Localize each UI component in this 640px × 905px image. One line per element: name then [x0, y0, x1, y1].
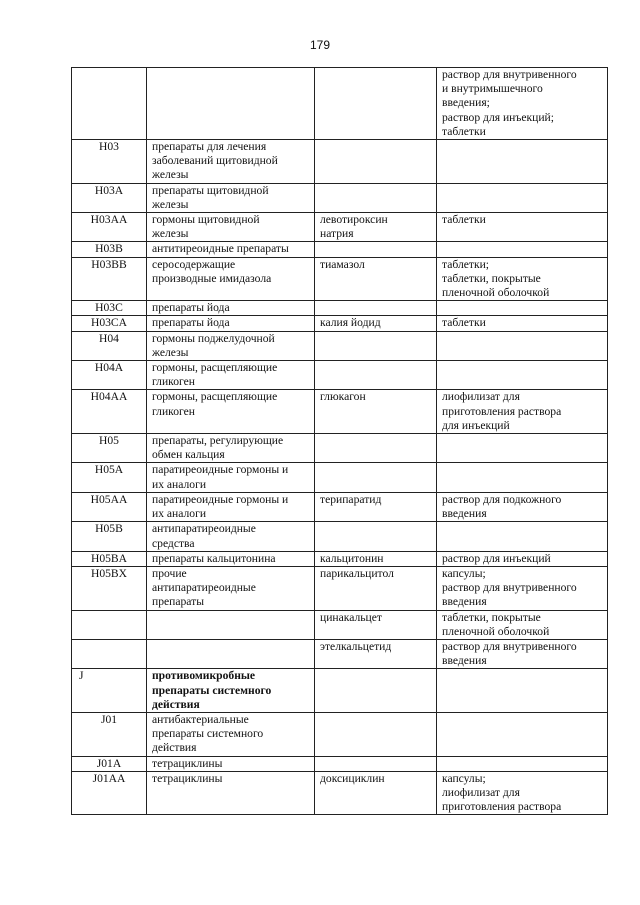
dosage-form-line: введения: [442, 654, 487, 668]
dosage-form-cell: [437, 463, 608, 492]
atc-code-cell: [72, 669, 147, 713]
atc-code-cell: [72, 140, 147, 184]
substance-name-cell: [315, 669, 437, 713]
group-name-line: препараты йода: [152, 301, 230, 315]
substance-name-line: терипаратид: [320, 492, 382, 506]
substance-name-line: левотироксин: [320, 213, 388, 227]
group-name-cell: [147, 213, 315, 242]
atc-code-cell: [72, 463, 147, 492]
dosage-form-cell: [437, 610, 608, 639]
dosage-form-cell: [437, 316, 608, 331]
group-name-cell: [147, 434, 315, 463]
dosage-form-cell: [437, 669, 608, 713]
substance-name-cell: [315, 712, 437, 756]
table-row: [72, 331, 608, 360]
atc-code: H03C: [95, 301, 123, 315]
substance-name-cell: [315, 316, 437, 331]
group-name-line: их аналоги: [152, 507, 207, 521]
group-name-cell: [147, 331, 315, 360]
group-name-cell: [147, 639, 315, 668]
group-name-line: препараты системного: [152, 727, 264, 741]
substance-name-cell: [315, 183, 437, 212]
group-name-line: гормоны щитовидной: [152, 213, 260, 227]
group-name-line: железы: [152, 345, 189, 359]
substance-name-line: доксициклин: [320, 771, 385, 785]
group-name-cell: [147, 610, 315, 639]
atc-code-cell: [72, 756, 147, 771]
atc-code-cell: [72, 331, 147, 360]
group-name-cell: [147, 522, 315, 551]
group-name-line: тетрациклины: [152, 756, 223, 770]
dosage-form-cell: [437, 434, 608, 463]
atc-code: H03BB: [91, 257, 127, 271]
atc-code-cell: [72, 257, 147, 301]
atc-code-cell: [72, 183, 147, 212]
dosage-form-cell: [437, 68, 608, 140]
group-name-line: обмен кальция: [152, 448, 225, 462]
atc-code-cell: [72, 771, 147, 815]
table-row: [72, 242, 608, 257]
dosage-form-cell: [437, 566, 608, 610]
table-row: [72, 390, 608, 434]
table-row: [72, 257, 608, 301]
substance-name-cell: [315, 331, 437, 360]
substance-name-cell: [315, 390, 437, 434]
table-row: [72, 492, 608, 521]
group-name-cell: [147, 756, 315, 771]
group-name-cell: [147, 257, 315, 301]
substance-name-line: цинакальцет: [320, 610, 382, 624]
substance-name-cell: [315, 213, 437, 242]
atc-code: H04AA: [90, 390, 128, 404]
group-name-cell: [147, 68, 315, 140]
dosage-form-line: пленочной оболочкой: [442, 286, 550, 300]
substance-name-cell: [315, 639, 437, 668]
dosage-form-line: таблетки: [442, 213, 486, 227]
table-row: [72, 140, 608, 184]
dosage-form-line: раствор для внутривенного: [442, 639, 577, 653]
atc-code-cell: [72, 522, 147, 551]
atc-code: H03B: [95, 242, 123, 256]
substance-name-cell: [315, 551, 437, 566]
group-name-cell: [147, 551, 315, 566]
dosage-form-line: для инъекций: [442, 418, 510, 432]
dosage-form-cell: [437, 257, 608, 301]
group-name-line: препараты системного: [152, 683, 272, 697]
table-row: [72, 771, 608, 815]
table-row: [72, 566, 608, 610]
atc-code-cell: [72, 639, 147, 668]
group-name-line: антибактериальные: [152, 712, 249, 726]
dosage-form-line: введения;: [442, 96, 490, 110]
table-row: [72, 712, 608, 756]
atc-code: H05B: [95, 522, 123, 536]
dosage-form-cell: [437, 639, 608, 668]
dosage-form-line: капсулы;: [442, 566, 486, 580]
group-name-line: гормоны поджелудочной: [152, 331, 275, 345]
dosage-form-cell: [437, 771, 608, 815]
group-name-line: антипаратиреоидные: [152, 522, 256, 536]
group-name-cell: [147, 669, 315, 713]
group-name-cell: [147, 316, 315, 331]
group-name-cell: [147, 183, 315, 212]
dosage-form-line: приготовления раствора: [442, 800, 562, 814]
atc-code-cell: [72, 316, 147, 331]
atc-code-cell: [72, 434, 147, 463]
group-name-line: антипаратиреоидные: [152, 581, 256, 595]
dosage-form-cell: [437, 390, 608, 434]
atc-code-cell: [72, 492, 147, 521]
dosage-form-cell: [437, 183, 608, 212]
group-name-line: гормоны, расщепляющие: [152, 361, 278, 375]
dosage-form-line: раствор для внутривенного: [442, 68, 577, 81]
group-name-line: прочие: [152, 566, 187, 580]
substance-name-cell: [315, 257, 437, 301]
group-name-line: их аналоги: [152, 477, 207, 491]
group-name-line: тетрациклины: [152, 771, 223, 785]
dosage-form-cell: [437, 140, 608, 184]
dosage-form-line: таблетки: [442, 124, 486, 138]
table-row: [72, 463, 608, 492]
atc-code: J01: [100, 712, 118, 726]
dosage-form-line: раствор для инъекций: [442, 551, 551, 565]
substance-name-cell: [315, 301, 437, 316]
atc-code: H04A: [94, 361, 124, 375]
table-row: [72, 301, 608, 316]
group-name-line: гликоген: [152, 404, 195, 418]
group-name-cell: [147, 463, 315, 492]
atc-code: H05A: [94, 463, 124, 477]
atc-code-cell: [72, 390, 147, 434]
dosage-form-line: таблетки;: [442, 257, 490, 271]
dosage-form-line: введения: [442, 595, 487, 609]
dosage-form-cell: [437, 492, 608, 521]
dosage-form-line: раствор для подкожного: [442, 492, 562, 506]
group-name-line: антитиреоидные препараты: [152, 242, 289, 256]
group-name-line: производные имидазола: [152, 271, 272, 285]
dosage-form-line: таблетки, покрытые: [442, 271, 541, 285]
substance-name-line: глюкагон: [320, 390, 366, 404]
dosage-form-line: раствор для инъекций;: [442, 110, 554, 124]
group-name-cell: [147, 140, 315, 184]
substance-name-line: калия йодид: [320, 316, 381, 330]
group-name-cell: [147, 301, 315, 316]
table-row: [72, 316, 608, 331]
substance-name-cell: [315, 756, 437, 771]
atc-code-cell: [72, 566, 147, 610]
table-row: [72, 551, 608, 566]
dosage-form-line: и внутримышечного: [442, 82, 543, 96]
group-name-cell: [147, 771, 315, 815]
atc-code-cell: [72, 213, 147, 242]
atc-code: H05AA: [90, 492, 128, 506]
dosage-form-line: капсулы;: [442, 771, 486, 785]
table-row: [72, 213, 608, 242]
dosage-form-line: лиофилизат для: [442, 390, 520, 404]
group-name-line: гликоген: [152, 375, 195, 389]
substance-name-cell: [315, 68, 437, 140]
group-name-line: препараты для лечения: [152, 140, 267, 154]
table-row: [72, 669, 608, 713]
substance-name-line: парикальцитол: [320, 566, 394, 580]
substance-name-cell: [315, 566, 437, 610]
substance-name-cell: [315, 522, 437, 551]
dosage-form-line: введения: [442, 507, 487, 521]
group-name-line: противомикробные: [152, 669, 256, 683]
group-name-line: железы: [152, 227, 189, 241]
table-row: [72, 610, 608, 639]
dosage-form-line: таблетки: [442, 316, 486, 330]
atc-code: H05BX: [90, 566, 128, 580]
group-name-line: гормоны, расщепляющие: [152, 390, 278, 404]
substance-name-cell: [315, 361, 437, 390]
table-row: [72, 756, 608, 771]
group-name-line: препараты кальцитонина: [152, 551, 276, 565]
table-row: [72, 68, 608, 140]
atc-code: H04: [99, 331, 119, 345]
group-name-cell: [147, 492, 315, 521]
group-name-cell: [147, 361, 315, 390]
dosage-form-cell: [437, 361, 608, 390]
group-name-line: препараты щитовидной: [152, 183, 269, 197]
atc-code: J01A: [96, 756, 122, 770]
group-name-line: серосодержащие: [152, 257, 236, 271]
atc-code: H03CA: [90, 316, 128, 330]
dosage-form-line: раствор для внутривенного: [442, 581, 577, 595]
atc-code: H03: [99, 140, 119, 154]
substance-name-cell: [315, 242, 437, 257]
atc-code-cell: [72, 68, 147, 140]
table-row: [72, 183, 608, 212]
dosage-form-line: приготовления раствора: [442, 404, 562, 418]
atc-code-cell: [72, 301, 147, 316]
substance-name-line: натрия: [320, 227, 354, 241]
group-name-line: препараты йода: [152, 316, 230, 330]
substance-name-line: кальцитонин: [320, 551, 384, 565]
atc-code-cell: [72, 551, 147, 566]
substance-name-cell: [315, 463, 437, 492]
substance-name-line: этелкальцетид: [320, 639, 392, 653]
group-name-line: действия: [152, 741, 197, 755]
group-name-line: средства: [152, 536, 195, 550]
atc-code: H03AA: [90, 213, 128, 227]
atc-code-cell: [72, 610, 147, 639]
dosage-form-cell: [437, 712, 608, 756]
atc-code: H03A: [94, 183, 124, 197]
atc-code: H05BA: [90, 551, 128, 565]
table-row: [72, 434, 608, 463]
atc-code-cell: [72, 361, 147, 390]
substance-name-cell: [315, 140, 437, 184]
substance-name-cell: [315, 771, 437, 815]
atc-code: H05: [99, 434, 119, 448]
group-name-line: паратиреоидные гормоны и: [152, 492, 289, 506]
group-name-line: препараты: [152, 595, 204, 609]
dosage-form-cell: [437, 551, 608, 566]
dosage-form-line: лиофилизат для: [442, 785, 520, 799]
table-row: [72, 361, 608, 390]
table-row: [72, 639, 608, 668]
dosage-form-cell: [437, 331, 608, 360]
substance-name-cell: [315, 492, 437, 521]
atc-code: J: [79, 669, 84, 683]
group-name-cell: [147, 712, 315, 756]
group-name-line: действия: [152, 697, 200, 711]
group-name-line: железы: [152, 168, 189, 182]
group-name-cell: [147, 566, 315, 610]
drug-classification-table: [71, 67, 608, 815]
substance-name-cell: [315, 610, 437, 639]
table-body: [72, 68, 608, 815]
dosage-form-line: пленочной оболочкой: [442, 624, 550, 638]
dosage-form-cell: [437, 242, 608, 257]
dosage-form-cell: [437, 213, 608, 242]
page-number: 179: [309, 38, 331, 52]
atc-code: J01AA: [92, 771, 126, 785]
group-name-cell: [147, 242, 315, 257]
dosage-form-cell: [437, 756, 608, 771]
substance-name-cell: [315, 434, 437, 463]
group-name-line: заболеваний щитовидной: [152, 154, 278, 168]
group-name-cell: [147, 390, 315, 434]
dosage-form-cell: [437, 522, 608, 551]
substance-name-line: тиамазол: [320, 257, 365, 271]
table-row: [72, 522, 608, 551]
dosage-form-line: таблетки, покрытые: [442, 610, 541, 624]
dosage-form-cell: [437, 301, 608, 316]
group-name-line: железы: [152, 197, 189, 211]
group-name-line: препараты, регулирующие: [152, 434, 284, 448]
atc-code-cell: [72, 712, 147, 756]
group-name-line: паратиреоидные гормоны и: [152, 463, 289, 477]
atc-code-cell: [72, 242, 147, 257]
